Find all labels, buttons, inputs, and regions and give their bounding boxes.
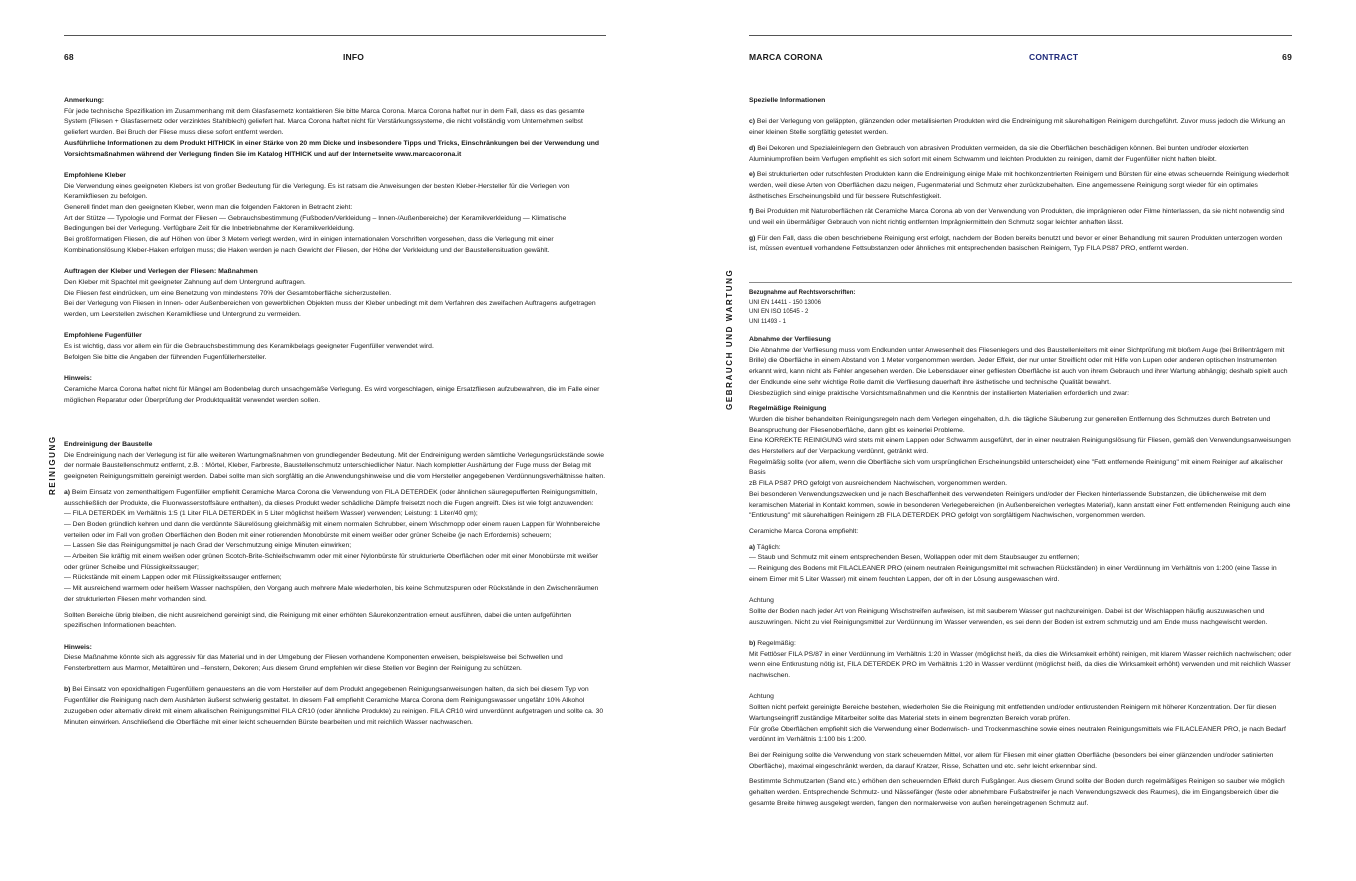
top-rule (749, 35, 1292, 36)
paragraph (749, 318, 1292, 328)
section-heading (64, 643, 606, 654)
paragraph-text: Hinweis: (64, 375, 92, 383)
text-block-upper (749, 96, 1292, 255)
paragraph-text: Bei Produkten mit Naturoberflächen rät Ceramiche Marca Corona ab von der Verwendung von Produkten, die imprägnieren oder Filme hinterlassen, da sie nicht notwendig sind und weil ein übermäßiger Gebrauch von nicht richtig entfernten Imprägniermitteln den Schmutz sogar leichter anhaften lässt. (749, 208, 1285, 227)
paragraph-text: Bei der Reinigung sollte die Verwendung von stark scheuernden Mittel, vor allem für Fliesen mit einer glatten Oberfläche (besonders bei einer glänzenden und/oder satinierten Oberfläche), maximal eingeschränkt werden, da darauf Kratzer, Risse, Schatten und etc. sehr leicht erkennbar sind. (749, 751, 1274, 770)
paragraph-text: Ceramiche Marca Corona haftet nicht für Mängel am Bodenbelag durch unsachgemäße Verlegung. Es wird vorgeschlagen, einige Ersatzfliesen aufzubewahren, die im Falle einer möglichen Reparatur oder Überprüfung der Produktqualität verwendet werden sollen. (64, 385, 600, 404)
paragraph (749, 346, 1292, 389)
section-divider (749, 282, 1292, 283)
paragraph-text: Regelmäßige Reinigung (749, 405, 827, 413)
paragraph-text: Sollten nicht perfekt gereinigte Bereiche bestehen, wiederholen Sie die Reinigung mit entfettenden und/oder entkrustenden Reinigern mit höherer Konzentration. Der für diesen Wartungseingriff zuständige Mitarbeiter sollte das Material stets in einem begrenzten Bereich vorab prüfen. (749, 704, 1277, 722)
paragraph-text: Ausführliche Informationen zu dem Produkt HITHICK in einer Stärke von 20 mm Dicke und insbesondere Tipps und Tricks, Einschränkungen bei der Verwendung und Vorsichtsmaßnahmen während der Verlegung finden Sie im Katalog HITHICK und auf der Internetseite www.marcacorona.it (64, 139, 600, 158)
paragraph-text: Mit Fettlöser FILA PS/87 in einer Verdünnung im Verhältnis 1:20 in Wasser (möglichst heiß, da dies die Wirksamkeit erhöht) reinigen, mit klarem Wasser reichlich nachwischen; oder wenn eine Entkrustung nötig ist, FILA DETERDEK PRO im Verhältnis 1:20 in Wasser verdünnt (möglichst heiß, da dies die Wirksamkeit erhöht) verwenden und mit reichlich Wasser nachwischen. (749, 650, 1292, 680)
paragraph-text: Täglich: (755, 543, 781, 551)
paragraph-text: Regelmäßig sollte (vor allem, wenn die Oberfläche sich vom ursprünglichen Erscheinungsbild unterscheidet) eine "Fett entfernende Reinigung" mit einem Reiniger auf alkalischer Basis (749, 458, 1283, 477)
paragraph-text: Die Endreinigung nach der Verlegung ist für alle weiteren Wartungmaßnahmen von grundlegender Bedeutung. Mit der Endreinigung werden sämtliche Verlegungsrückstände sowie der normale Baustellenschmutz entfernt, z.B. : Mörtel, Kleber, Farbreste, Baustellenschmutz unterschiedlicher Natur. Nach kompletter Aushärtung der Fuge muss der Belag mit geeigneten Reinigungsmitteln gereinigt werden. Dabei sollte man sich sorgfältig an die Anwendungshinweise und die vom Hersteller angegebenen Verdünnungsverhältnisse halten. (64, 451, 606, 481)
section-heading (64, 171, 606, 182)
side-label: REINIGUNG (48, 435, 57, 495)
paragraph-text: — Arbeiten Sie kräftig mit einem weißen oder grünen Scotch-Brite-Schleifschwamm oder mit einer Nylonbürste für strukturierte Oberflächen oder mit einer Monobürste mit weißer oder grüner Scheibe und Flüssigkeitssauger; (64, 553, 599, 571)
paragraph-text: Eine KORREKTE REINIGUNG wird stets mit einem Lappen oder Schwamm ausgeführt, der in einer neutralen Reinigungslösung für Fliesen, gemäß den Verwendungsanweisungen des Herstellers auf der Verpackung verdünnt, getränkt wird. (749, 437, 1291, 456)
paragraph-text: Bei strukturierten oder rutschfesten Produkten kann die Endreinigung einige Male mit hochkonzentrierten Reinigern und Bürsten für eine etwas scheuernde Reinigung wiederholt werden, weil diese Arten von Oberflächen dazu neigen, Fugenmaterial und Schmutz eher zurückzubehalten. Eine angemessene Reinigung sorgt wieder für ein optimales ästhetisches Erscheinungsbild und für bessere Rutschfestigkeit. (749, 171, 1289, 200)
paragraph-text: — Reinigung des Bodens mit FILACLEANER PRO (einem neutralen Reinigungsmittel mit schwachen Rückständen) in einer Verdünnung im Verhältnis von 1:200 (eine Tasse in einem Eimer mit 5 Liter Wasser) mit einem feuchten Lappen, der oft in der Lösung ausgewaschen wird. (749, 565, 1277, 583)
paragraph-text: Diesbezüglich sind einige praktische Vorsichtsmaßnahmen und die Kenntnis der installierten Materialien erforderlich und zwar: (749, 389, 1130, 397)
paragraph (64, 289, 606, 300)
paragraph (64, 278, 606, 289)
paragraph (64, 685, 606, 728)
spacer (64, 364, 606, 375)
page-header (64, 52, 606, 66)
text-block-lower (749, 335, 1292, 809)
paragraph-text: Spezielle Informationen (749, 97, 826, 104)
paragraph (749, 527, 1292, 538)
paragraph (64, 611, 606, 632)
paragraph-text: Den Kleber mit Spachtel mit geeigneter Zahnung auf dem Untergrund auftragen. (64, 278, 306, 286)
paragraph-text: Es ist wichtig, dass vor allem ein für die Gebrauchsbestimmung des Keramikbelags geeigneter Fugenfüller verwendet wird. (64, 343, 434, 351)
spacer (64, 632, 606, 643)
paragraph (749, 650, 1292, 682)
paragraph-text: UNI 11493 - 1 (749, 318, 786, 325)
paragraph (749, 553, 1292, 564)
spacer (749, 585, 1292, 596)
paragraph (64, 107, 606, 139)
paragraph (749, 299, 1292, 309)
paragraph (749, 490, 1292, 522)
brand-name: MARCA CORONA (749, 52, 823, 62)
paragraph (749, 207, 1292, 228)
paragraph-text: Achtung (749, 693, 774, 701)
section-heading (64, 267, 606, 278)
item-marker: b) (749, 639, 756, 647)
item-marker: g) (749, 234, 756, 242)
paragraph-text: Auftragen der Kleber und Verlegen der Fliesen: Maßnahmen (64, 268, 258, 276)
paragraph (64, 520, 606, 541)
section-heading (749, 335, 1292, 346)
paragraph (64, 653, 606, 674)
section-heading (64, 96, 606, 107)
paragraph-text: zB FILA PS87 PRO gefolgt von ausreichendem Nachwischen, vorgenommen werden. (749, 480, 1008, 488)
paragraph (749, 543, 1292, 554)
item-marker: f) (749, 208, 754, 216)
paragraph-text: Achtung (749, 597, 774, 605)
paragraph-text: Endreinigung der Baustelle (64, 441, 153, 448)
spacer (749, 628, 1292, 639)
top-rule (64, 35, 606, 36)
paragraph-text: Sollten Bereiche übrig bleiben, die nicht ausreichend gereinigt sind, die Reinigung mit einer erhöhten Säurekonzentration erneut ausführen, dabei die unten aufgeführten spezifischen Informationen beachten. (64, 611, 572, 630)
paragraph-text: — FILA DETERDEK im Verhältnis 1:5 (1 Liter FILA DETERDEK in 5 Liter möglichst heißem Wasser) verwenden; Leistung: 1 Liter/40 qm); (64, 510, 478, 518)
paragraph-text: — Rückstände mit einem Lappen oder mit Flüssigkeitssauger entfernen; (64, 574, 282, 582)
paragraph-text: Ceramiche Marca Corona empfiehlt: (749, 527, 859, 535)
paragraph-text: Bezugnahme auf Rechtsvorschriften: (749, 290, 856, 296)
item-marker: e) (749, 171, 756, 179)
references-block (749, 289, 1292, 327)
section-title: CONTRACT (1029, 52, 1079, 62)
paragraph-text: Regelmäßig: (755, 639, 796, 647)
paragraph-text: Abnahme der Verfliesung (749, 336, 831, 343)
paragraph (64, 541, 606, 552)
paragraph (749, 170, 1292, 202)
paragraph (749, 564, 1292, 585)
section-heading (64, 440, 606, 451)
section-heading (749, 96, 1292, 107)
section-heading (749, 404, 1292, 415)
paragraph (749, 692, 1292, 703)
paragraph-text: Art der Stütze — Typologie und Format der Fliesen — Gebrauchsbestimmung (Fußboden/Verkleidung – Innen-/Außenbereiche) der Keramikverkleidung — Klimatische Bedingungen bei der Verlegung. Verfügbare Zeit für die Inbetriebnahme der Keramikverkleidung. (64, 214, 567, 233)
paragraph-text: Für den Fall, dass die oben beschriebene Reinigung erst erfolgt, nachdem der Boden bereits benutzt und bevor er einer Behandlung mit sauren Produkten unterzogen worden ist, müssen eventuell vorhandene Fettsubstanzen oder ähnliches mit entsprechenden basischen Reinigern, Typ FILA PS87 PRO, entfernt werden. (749, 234, 1283, 253)
paragraph (749, 117, 1292, 138)
section-heading (64, 374, 606, 385)
left-page (48, 0, 606, 881)
paragraph (64, 584, 606, 605)
paragraph-text: Bei Dekoren und Spezialeinlegern den Gebrauch von abrasiven Produkten vermeiden, da sie die Oberflächen beschädigen können. Bei bunten und/oder eloxierten Aluminiumprofilen beim Verfugen empfiehlt es sich sofort mit einem Schwamm und leichten Produkten zu reinigen, damit der Fugenfüller nicht haften bleibt. (749, 144, 1249, 163)
page-header (749, 52, 1292, 66)
side-label: GEBRAUCH UND WARTUNG (725, 268, 734, 410)
paragraph (749, 777, 1292, 809)
paragraph-text: Generell findet man den geeigneten Kleber, wenn man die folgenden Faktoren in Betracht zieht: (64, 204, 353, 212)
paragraph (749, 703, 1292, 724)
paragraph-text: Wurden die bisher behandelten Reinigungsregeln nach dem Verlegen eingehalten, d.h. die tägliche Säuberung zur generellen Entfernung des Schmutzes durch Betreten und Beanspruchung der Fliesenoberfläche, dann gibt es keinerlei Probleme. (749, 415, 1271, 434)
paragraph (64, 342, 606, 353)
paragraph (64, 488, 606, 509)
paragraph-text: UNI EN 14411 - 150 13006 (749, 299, 821, 306)
paragraph (749, 458, 1292, 479)
paragraph-text: Die Abnahme der Verfliesung muss vom Endkunden unter Anwesenheit des Fliesenlegers und des Baustellenleiters mit einer Sichtprüfung mit bloßem Auge (bei Brillenträgern mit Brille) die Oberfläche in einem Abstand von 1 Meter vorgenommen werden. Jeder Effekt, der nur unter Streiflicht oder mit Hilfe von Lupen oder anderen optischen Instrumenten erkannt wird, kann nicht als Fehler angesehen werden. Die Lebensdauer einer gefliesten Oberfläche ist auch von ihrem Gebrauch und ihrer Wartung abhängig; deshalb spielt auch der Endkunde eine sehr wichtige Rolle damit die Verfliesung dauerhaft ihre ästhetische und technische Qualität bewahrt. (749, 346, 1288, 386)
paragraph (64, 573, 606, 584)
paragraph (749, 389, 1292, 400)
paragraph-text: Bei der Verlegung von geläppten, glänzenden oder metallisierten Produkten wird die Endreinigung mit säurehaltigen Reinigern durchgeführt. Zuvor muss jedoch die Wirkung an einer kleinen Stelle sorgfältig getestet werden. (749, 118, 1286, 137)
paragraph (749, 607, 1292, 628)
paragraph-text: Bei besonderen Verwendungszwecken und je nach Beschaffenheit des verwendeten Reinigers und/oder der Flecken hinterlassende Substanzen, die üblicherweise mit dem keramischen Material in Kontakt kommen, sowie in besonderen Verlegebereichen (in Außenbereichen verlegtes Material), kann anstatt einer Fett entfernenden Reinigung auch eine "Entkrustung" mit säurehaltigen Reinigern zB FILA DETERDEK PRO gefolgt von sorgfältigem Nachwischen, vorgenommen werden. (749, 490, 1291, 520)
section-title: INFO (343, 52, 365, 62)
paragraph-text: — Staub und Schmutz mit einem entsprechenden Besen, Wollappen oder mit dem Staubsauger zu entfernen; (749, 554, 1080, 562)
text-block-upper (64, 96, 606, 406)
paragraph-text: UNI EN ISO 10545 - 2 (749, 309, 809, 316)
page-number: 69 (1282, 52, 1292, 62)
item-marker: c) (749, 118, 756, 126)
paragraph-text: Die Fliesen fest eindrücken, um eine Benetzung von mindestens 70% der Gesamtoberfläche sicherzustellen. (64, 289, 392, 297)
section-heading (64, 331, 606, 342)
page-number: 68 (64, 52, 74, 62)
spacer (749, 682, 1292, 693)
paragraph-text: — Mit ausreichend warmem oder heißem Wasser nachspülen, den Vorgang auch mehrere Male wiederholen, bis keine Schmutzspuren oder Rückstände in den Zwischenräumen der strukturierten Fliesen mehr vorhanden sind. (64, 585, 599, 603)
paragraph (749, 144, 1292, 165)
item-marker: a) (64, 488, 71, 496)
item-marker: a) (749, 543, 756, 551)
paragraph (64, 385, 606, 406)
paragraph-text: Bestimmte Schmutzarten (Sand etc.) erhöhen den scheuernden Effekt durch Fußgänger. Aus diesem Grund sollte der Boden durch regelmäßiges Reinigen so sauber wie möglich gehalten werden. Entsprechende Schmutz- und Nässefänger (feste oder abnehmbare Fußabstreifer je nach Verwendungszweck des Raumes), die im Eingangsbereich über die gesamte Breite hinweg ausgelegt werden, fangen den normalerweise von außen hereingetragenen Schmutz auf. (749, 778, 1285, 807)
paragraph (64, 509, 606, 520)
paragraph (64, 139, 606, 160)
text-block-lower (64, 440, 606, 728)
paragraph-text: Hinweis: (64, 643, 92, 651)
paragraph-text: — Lassen Sie das Reinigungsmittel je nach Grad der Verschmutzung einige Minuten einwirken; (64, 542, 352, 550)
item-marker: d) (749, 144, 756, 152)
paragraph-text: Bei Einsatz von epoxidhaltigen Fugenfüllern genauestens an die vom Hersteller auf dem Produkt angegebenen Reinigungsanweisungen halten, da sich bei diesem Typ von Fugenfüller die Reinigung nach dem Aushärten äußerst schwierig gestaltet. In diesem Fall empfiehlt Ceramiche Marca Corona dem Reinigungswasser ungefähr 10% Alkohol zuzugeben oder alternativ direkt mit einem alkalischen Reinigungsmittel FILA CR10 (oder ähnliche Produkte) zu reinigen. FILA CR10 wird unverdünnt aufgetragen und sollte ca. 30 Minuten einwirken. Anschließend die Oberfläche mit einer leicht scheuernden Bürste bearbeiten und mit reichlich Wasser nachwaschen. (64, 686, 604, 726)
paragraph-text: Befolgen Sie bitte die Angaben der führenden Fugenfüllerhersteller. (64, 353, 267, 361)
paragraph-text: — Den Boden gründlich kehren und dann die verdünnte Säurelösung gleichmäßig mit einem normalen Schrubber, einem Wischmopp oder einem rauen Lappen für Wohnbereiche verteilen oder im Fall von großen Oberflächen den Boden mit einer rotierenden Monobürste mit einem weißer oder grüner Scheibe (je nach Erfordernis) scheuern; (64, 520, 601, 539)
paragraph (64, 299, 606, 320)
right-page (725, 0, 1292, 881)
paragraph (749, 639, 1292, 650)
paragraph (64, 451, 606, 483)
paragraph (749, 234, 1292, 255)
paragraph (64, 182, 606, 203)
paragraph-text: Für große Oberflächen empfiehlt sich die Verwendung einer Bodenwisch- und Trockenmaschine sowie eines neutralen Reinigungsmittels wie FILACLEANER PRO, je nach Bedarf verdünnt im Verhältnis 1:100 bis 1:200. (749, 725, 1286, 744)
paragraph (749, 415, 1292, 436)
paragraph-text: Empfohlene Kleber (64, 171, 126, 179)
spacer (64, 257, 606, 268)
section-heading (749, 289, 1292, 299)
paragraph (749, 479, 1292, 490)
paragraph (749, 596, 1292, 607)
paragraph-text: Bei großformatigen Fliesen, die auf Höhen von über 3 Metern verlegt werden, wird in einigen internationalen Vorschriften vorgesehen, dass die Verlegung mit einer Kombinationslösung Kleber-Haken erfolgen muss; die Haken werden je nach Gewicht der Fliesen, der Höhe der Verkleidung und der Baustellensituation gewählt. (64, 236, 554, 254)
spacer (749, 107, 1292, 118)
paragraph-text: Empfohlene Fugenfüller (64, 332, 142, 340)
paragraph-text: Anmerkung: (64, 97, 105, 104)
paragraph-text: Beim Einsatz von zementhaltigem Fugenfüller empfiehlt Ceramiche Marca Corona die Verwendung von FILA DETERDEK (oder ähnlichen säuregepufferten Reinigungsmitteln, ausschließlich der Produkte, die Fluorwasserstoffsäure enthalten), da dieses Produkt weder schädliche Dämpfe freisetzt noch die Fugen angreift. Dies ist wie folgt anzuwenden: (64, 488, 598, 507)
spacer (64, 321, 606, 332)
spacer (64, 675, 606, 686)
paragraph-text: Bei der Verlegung von Fliesen in Innen- oder Außenbereichen von gewerblichen Objekten muss der Kleber unbedingt mit dem Verfahren des zweifachen Auftragens aufgetragen werden, um Leerstellen zwischen Keramikfliese und Untergrund zu vermeiden. (64, 300, 596, 319)
paragraph (64, 235, 606, 256)
paragraph (64, 353, 606, 364)
paragraph-text: Für jede technische Spezifikation im Zusammenhang mit dem Glasfasernetz kontaktieren Sie bitte Marca Corona. Marca Corona haftet nur in dem Fall, dass es das gesamte System (Fliesen + Glasfasernetz oder verzinktes Stahlblech) geliefert hat. Marca Corona haftet nicht für Verstärkungssysteme, die nicht vollständig vom Unternehmen selbst geliefert wurden. Bei Bruch der Fliese muss diese sofort entfernt werden. (64, 107, 585, 137)
paragraph (64, 203, 606, 214)
paragraph (749, 308, 1292, 318)
paragraph (749, 436, 1292, 457)
paragraph (64, 552, 606, 573)
paragraph (64, 214, 606, 235)
paragraph-text: Sollte der Boden nach jeder Art von Reinigung Wischstreifen aufweisen, ist mit sauberem Wasser gut nachzureinigen. Dabei ist der Wischlappen häufig auszuwaschen und auszuwringen. Nicht zu viel Reinigungsmittel zur Verdünnung im Wasser verwenden, es sei denn der Boden ist extrem schmutzig und am Ende muss nachgewischt werden. (749, 607, 1268, 626)
item-marker: b) (64, 686, 71, 694)
spacer (64, 160, 606, 171)
paragraph (749, 751, 1292, 772)
paragraph-text: Die Verwendung eines geeigneten Klebers ist von großer Bedeutung für die Verlegung. Es ist ratsam die Anweisungen der besten Kleber-Hersteller für die Verlegen von Keramikfliesen zu befolgen. (64, 182, 570, 201)
paragraph-text: Diese Maßnahme könnte sich als aggressiv für das Material und in der Umgebung der Fliesen vorhandene Komponenten erweisen, beispielsweise bei Schwellen und Fensterbrettern aus Marmor, Metalltüren und –fenstern, Dekoren; Aus diesem Grund empfehlen wir diese Stellen vor Beginn der Reinigung zu schützen. (64, 654, 563, 673)
paragraph (749, 725, 1292, 746)
